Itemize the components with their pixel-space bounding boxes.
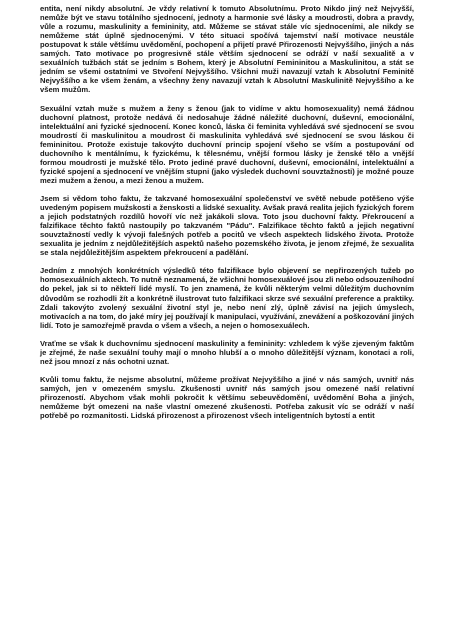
paragraph-4: Jedním z mnohých konkrétních výsledků této falzifikace bylo objevení se nepřirozených tužeb po homosexuálních aktech. To nutně neznamená, že všichni homosexuálové jsou zli nebo odsouzeníhodní do pekel, jak si to někteří lidé myslí. To jen znamená, že kvůli některým velmi důležitým duchovním důvodům se rozhodli žít a konkrétně ilustrovat tuto falzifikaci skrze své sexuální preference a praktiky. Zdali takovýto zvolený sexuální životní styl je, nebo není zlý, úplně závisí na jejich úmyslech, motivacích a na tom, do jaké míry jej používají k manipulaci, využívání, znevážení a poškozování jiných lidí. Toto je samozřejmě pravda o všem a všech, a nejen o homosexuálech. <box>40 266 414 330</box>
paragraph-1: entita, není nikdy absolutní. Je vždy relativní k tomuto Absolutnímu. Proto Nikdo jiný než Nejvyšší, nemůže být ve stavu totálního sjednocení, jednoty a harmonie své lásky a moudrosti, dobra a pravdy, vůle a rozumu, maskulinity a femininity, atd. Můžeme se stávat stále víc sjednoceními, ale nikdy se nemůžeme stát úplně sjednocenými. V této situaci spočívá tajemství naší motivace neustále postupovat k stále většímu uvědomění, pochopení a přijetí pravé Přirozenosti Nejvyššího, jiných a nás samých. Tato motivace po progresivně stále větším sjednocení se odráží v naší sexualitě a v sexuálních tužbách stát se jedním s Bohem, který je Absolutní Femininitou a Maskulinitou, a stát se jedním se všemi ostatními ve Stvoření Nejvyššího. Všichni muži navazují vztah k Absolutní Feminitě Nejvyššího a ke všem ženám, a všechny ženy navazují vztah k Absolutní Maskulinitě Nejvyššího a ke všem mužům. <box>40 4 414 95</box>
paragraph-2: Sexuální vztah muže s mužem a ženy s ženou (jak to vidíme v aktu homosexuality) nemá žádnou duchovní platnost, protože nedává či nedosahuje žádné náležité duchovní, duševní, emocionální, intelektuální ani fyzické sjednocení. Konec konců, láska či feminita vyhledává své sjednocení se svou moudrostí či maskulinitou a moudrost či maskulinita vyhledává své sjednocení se svou láskou či femininitou. Protože existuje takovýto duchovní princip spojení všeho se vším a postupování od duchovního k mentálnímu, k fyzickému, k tělesnému, vnější formou lásky je ženské tělo a vnější formou moudrosti je mužské tělo. Proto jediné pravé duchovní, duševní, emocionální, intelektuální a fyzické spojení a sjednocení ve vnějším stupni (jako výsledek duchovní souvztažnosti) je možné pouze mezi mužem a ženou, a mezi ženou a mužem. <box>40 103 414 185</box>
paragraph-6: Kvůli tomu faktu, že nejsme absolutní, můžeme prožívat Nejvyššího a jiné v nás samých, uvnitř nás samých, jen v omezeném smyslu. Zkušenosti uvnitř nás samých jsou omezené naší relativní přirozeností. Abychom však mohli pokročit k většímu sebeuvědomění, uvědomění Boha a jiných, nemůžeme být omezeni na naše vlastní omezené zkušenosti. Potřeba zakusit víc se odráží v naší potřebě po rozmanitosti. Lidská přirozenost a přirozenost všech inteligentních bytostí a entit <box>40 374 414 421</box>
paragraph-5: Vraťme se však k duchovnímu sjednocení maskulinity a femininity: vzhledem k výše zjeveným faktům je zřejmé, že naše sexuální touhy mají o mnoho hlubší a o mnoho důležitější význam, konotaci a roli, než jsou mnozí z nás ochotni uznat. <box>40 338 414 366</box>
paragraph-3: Jsem si vědom toho faktu, že takzvané homosexuální společenství ve světě nebude potěšeno výše uvedeným popisem mužskosti a ženskosti a lidské sexuality. Avšak pravá realita jejich fyzických forem a jejich podstatných rozdílů hovoří víc než jakákoli slova. Toto jsou duchovní fakty. Překroucení a falzifikace těchto faktů nastoupily po takzvaném "Pádu". Falzifikace těchto faktů a jejich negativní souvztažností vedly k vývoji falešných potřeb a pocitů ve všech aspektech lidského života. Protože sexualita je jedním z nejdůležitějších aspektů našeho pozemského života, je jenom zřejmé, že sexualita se stala nejdůležitějším aspektem překroucení a padělání. <box>40 193 414 258</box>
document-page <box>40 4 414 429</box>
